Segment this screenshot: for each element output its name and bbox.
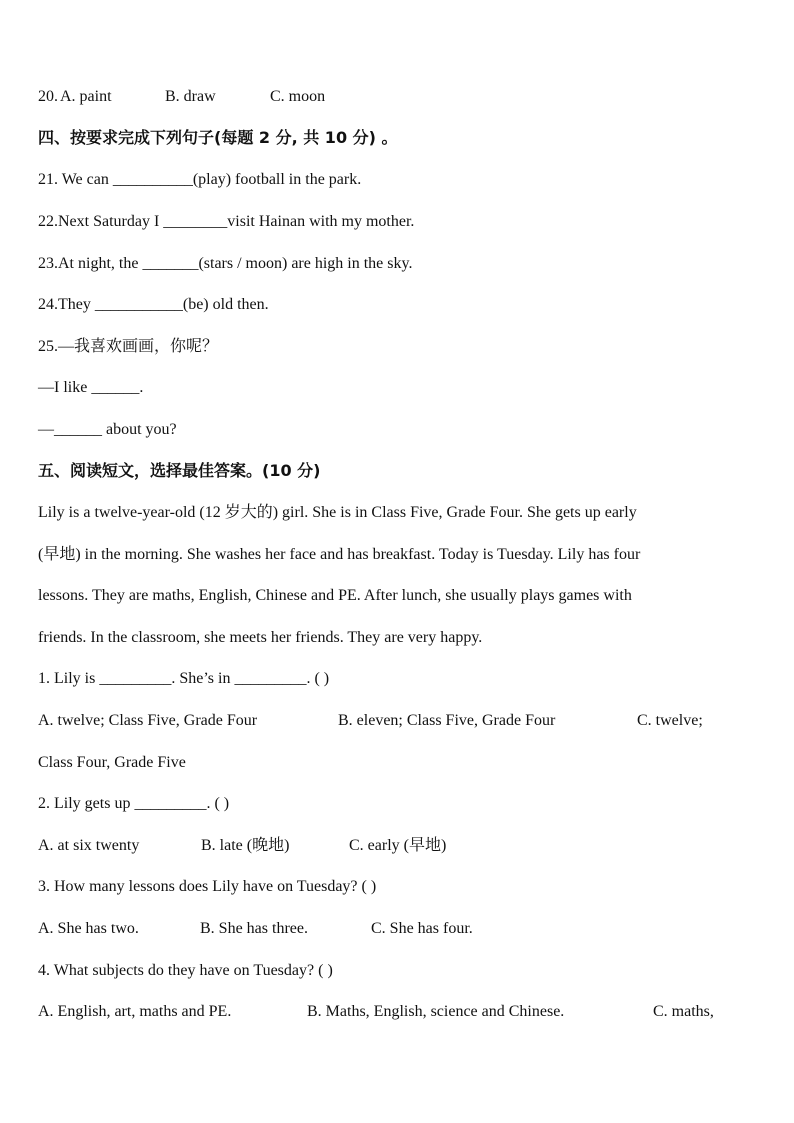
- q20-option-a: A. paint: [60, 88, 112, 105]
- q1-option-c-continued: Class Four, Grade Five: [38, 754, 186, 771]
- q3-option-b: B. She has three.: [200, 920, 308, 937]
- q4-option-b: B. Maths, English, science and Chinese.: [307, 1003, 565, 1020]
- question-25: 25.—我喜欢画画，你呢？: [38, 338, 219, 355]
- reading-question-1: 1. Lily is _________. She’s in _________. ( ): [38, 670, 330, 687]
- question-23: 23.At night, the _______(stars / moon) are high in the sky.: [38, 255, 413, 272]
- q2-option-b: B. late (晚地): [201, 837, 290, 854]
- q3-option-a: A. She has two.: [38, 920, 139, 937]
- q20-number: 20.: [38, 88, 58, 105]
- q1-option-b: B. eleven; Class Five, Grade Four: [338, 712, 556, 729]
- question-24: 24.They ___________(be) old then.: [38, 296, 269, 313]
- q20-option-c: C. moon: [270, 88, 326, 105]
- question-22: 22.Next Saturday I ________visit Hainan with my mother.: [38, 213, 415, 230]
- q1-option-a: A. twelve; Class Five, Grade Four: [38, 712, 258, 729]
- reading-question-4: 4. What subjects do they have on Tuesday? ( ): [38, 962, 333, 979]
- q4-option-c: C. maths,: [653, 1003, 714, 1020]
- q4-option-a: A. English, art, maths and PE.: [38, 1003, 232, 1020]
- question-25-line-2: —______ about you?: [38, 421, 177, 438]
- q2-option-c: C. early (早地): [349, 837, 447, 854]
- question-25-line-1: —I like ______.: [38, 379, 144, 396]
- section4-heading: 四、按要求完成下列句子(每题 2 分, 共 10 分) 。: [38, 128, 398, 147]
- section5-heading: 五、阅读短文，选择最佳答案。(10 分): [38, 461, 321, 480]
- q20-option-b: B. draw: [165, 88, 216, 105]
- passage-line: lessons. They are maths, English, Chinese and PE. After lunch, she usually plays games with: [38, 587, 632, 604]
- passage-line: friends. In the classroom, she meets her friends. They are very happy.: [38, 629, 483, 646]
- q2-option-a: A. at six twenty: [38, 837, 140, 854]
- passage-line: (早地) in the morning. She washes her face and has breakfast. Today is Tuesday. Lily has four: [38, 546, 641, 563]
- q1-option-c: C. twelve;: [637, 712, 703, 729]
- reading-question-2: 2. Lily gets up _________. ( ): [38, 795, 230, 812]
- q3-option-c: C. She has four.: [371, 920, 473, 937]
- reading-question-3: 3. How many lessons does Lily have on Tuesday? ( ): [38, 878, 377, 895]
- passage-line: Lily is a twelve-year-old (12 岁大的) girl. She is in Class Five, Grade Four. She gets up early: [38, 504, 637, 521]
- question-21: 21. We can __________(play) football in the park.: [38, 171, 362, 188]
